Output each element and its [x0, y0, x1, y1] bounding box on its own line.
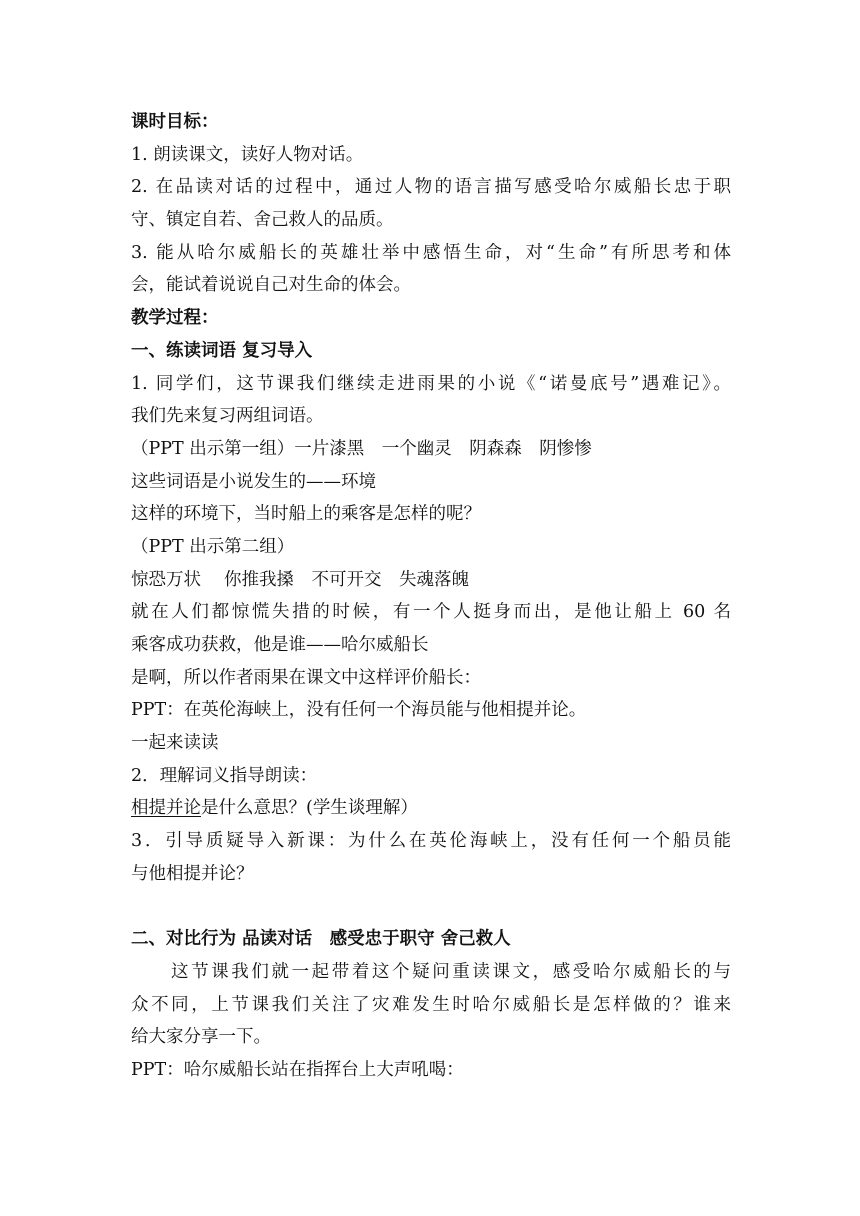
paragraph-captain-line-1: 就在人们都惊慌失措的时候，有一个人挺身而出，是他让船上 60 名 [131, 602, 731, 623]
paragraph-author-comment: 是啊，所以作者雨果在课文中这样评价船长： [131, 667, 481, 688]
ppt-quote-1: PPT：在英伦海峡上，没有任何一个海员能与他相提并论。 [131, 700, 587, 721]
ppt-group-1-words: （PPT 出示第一组）一片漆黑 一个幽灵 阴森森 阴惨惨 [131, 438, 592, 459]
paragraph-1-line-2: 我们先来复习两组词语。 [131, 406, 324, 427]
paragraph-term-meaning [131, 792, 731, 825]
term-question: 是什么意思？(学生谈理解） [201, 798, 418, 819]
step-2-heading: 2．理解词义指导朗读： [131, 765, 318, 786]
section-heading-process: 教学过程： [131, 308, 219, 329]
paragraph-2-line-3: 给大家分享一下。 [131, 1027, 271, 1048]
paragraph-passengers-question: 这样的环境下，当时船上的乘客是怎样的呢？ [131, 504, 481, 525]
objective-3-line-2: 会，能试着说说自己对生命的体会。 [131, 275, 411, 296]
section-heading-objectives: 课时目标： [131, 112, 219, 132]
objective-1: 1. 朗读课文，读好人物对话。 [131, 144, 364, 165]
paragraph-2-line-2: 众不同，上节课我们关注了灾难发生时哈尔威船长是怎样做的？谁来 [131, 994, 731, 1015]
paragraph-2-line-1: 这节课我们就一起带着这个疑问重读课文，感受哈尔威船长的与 [171, 961, 731, 982]
step-3-line-2: 与他相提并论？ [131, 863, 254, 884]
paragraph-environment: 这些词语是小说发生的——环境 [131, 471, 376, 492]
step-3-line-1: 3．引导质疑导入新课：为什么在英伦海峡上，没有任何一个船员能 [131, 831, 731, 852]
objective-2-line-1: 2. 在品读对话的过程中，通过人物的语言描写感受哈尔威船长忠于职 [131, 177, 731, 198]
underlined-term: 相提并论 [131, 798, 201, 819]
document-page [131, 106, 731, 1087]
ppt-group-2-label: （PPT 出示第二组） [131, 536, 295, 557]
objective-2-line-2: 守、镇定自若、舍己救人的品质。 [131, 210, 394, 231]
ppt-group-2-words: 惊恐万状 你推我搡 不可开交 失魂落魄 [131, 569, 470, 590]
paragraph-1-line-1: 1. 同学们，这节课我们继续走进雨果的小说《“诺曼底号”遇难记》。 [131, 373, 731, 394]
blank-line [131, 891, 731, 924]
part-2-heading: 二、对比行为 品读对话 感受忠于职守 舍己救人 [131, 929, 511, 950]
objective-3-line-1: 3. 能从哈尔威船长的英雄壮举中感悟生命，对“生命”有所思考和体 [131, 242, 731, 263]
paragraph-captain-line-2: 乘客成功获救，他是谁——哈尔威船长 [131, 635, 429, 655]
part-1-heading: 一、练读词语 复习导入 [131, 340, 313, 361]
paragraph-read-together: 一起来读读 [131, 733, 219, 754]
ppt-quote-2: PPT：哈尔威船长站在指挥台上大声吼喝： [131, 1059, 464, 1080]
